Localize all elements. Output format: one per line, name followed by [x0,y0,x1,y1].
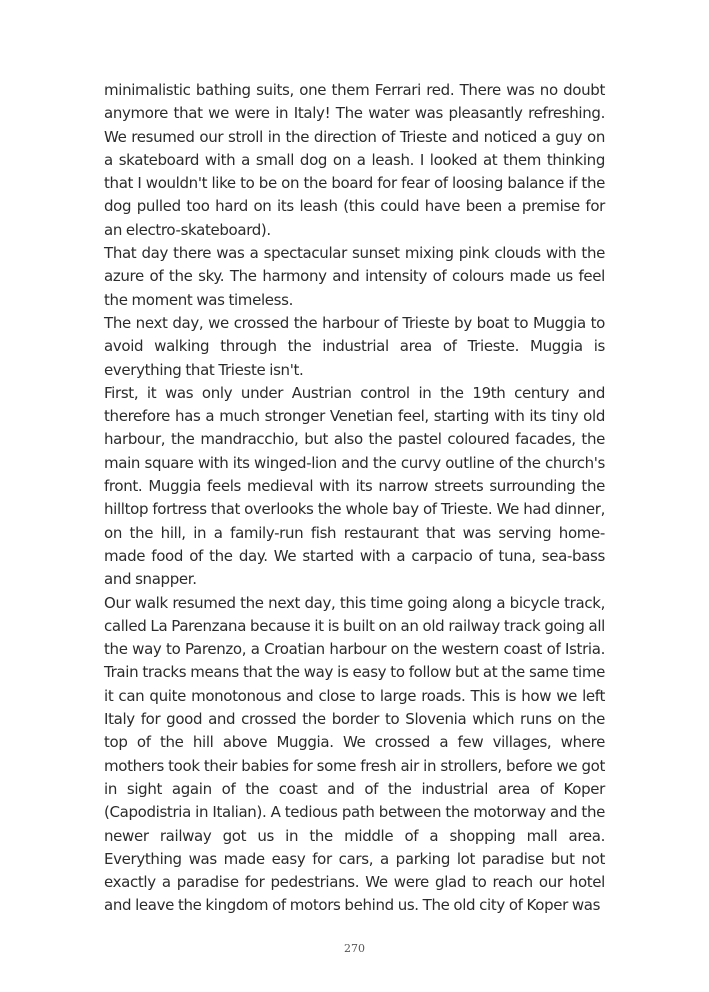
page-number: 270 [344,942,365,955]
paragraph: First, it was only under Austrian control in the 19th century and therefore has a much stronger Venetian feel, starting with its tiny old harbour, the mandracchio, but also the pastel coloured facades, the main square with its winged-lion and the curvy outline of the church's front. Muggia feels medieval with its narrow streets surrounding the hilltop fortress that overlooks the whole bay of Trieste. We had dinner, on the hill, in a family-run fish restaurant that was serving home-made food of the day. We started with a carpacio of tuna, sea-bass and snapper. [104,383,605,589]
paragraph: minimalistic bathing suits, one them Ferrari red. There was no doubt anymore that we were in Italy! The water was pleasantly refreshing. We resumed our stroll in the direction of Trieste and noticed a guy on a skateboard with a small dog on a leash. I looked at them thinking that I wouldn't like to be on the board for fear of loosing balance if the dog pulled too hard on its leash (this could have been a premise for an electro-skateboard). [104,81,605,239]
paragraph: The next day, we crossed the harbour of Trieste by boat to Muggia to avoid walking through the industrial area of Trieste. Muggia is everything that Trieste isn't. [104,313,605,379]
paragraph: That day there was a spectacular sunset mixing pink clouds with the azure of the sky. The harmony and intensity of colours made us feel the moment was timeless. [104,244,605,309]
paragraph: Our walk resumed the next day, this time going along a bicycle track, called La Parenzana because it is built on an old railway track going all the way to Parenzo, a Croatian harbour on the western coast of Istria. Train tracks means that the way is easy to follow but at the same time it can quite monotonous and close to large roads. This is how we left Italy for good and crossed the border to Slovenia which runs on the top of the hill above Muggia. We crossed a few villages, where mothers took their babies for some fresh air in strollers, before we got in sight again of the coast and of the industrial area of Koper (Capodistria in Italian). A tedious path between the motorway and the newer railway got us in the middle of a shopping mall area. Everything was made easy for cars, a parking lot paradise but not exactly a paradise for pedestrians. We were glad to reach our hotel and leave the kingdom of motors behind us. The old city of Koper was [104,593,605,915]
body-text [104,79,605,918]
